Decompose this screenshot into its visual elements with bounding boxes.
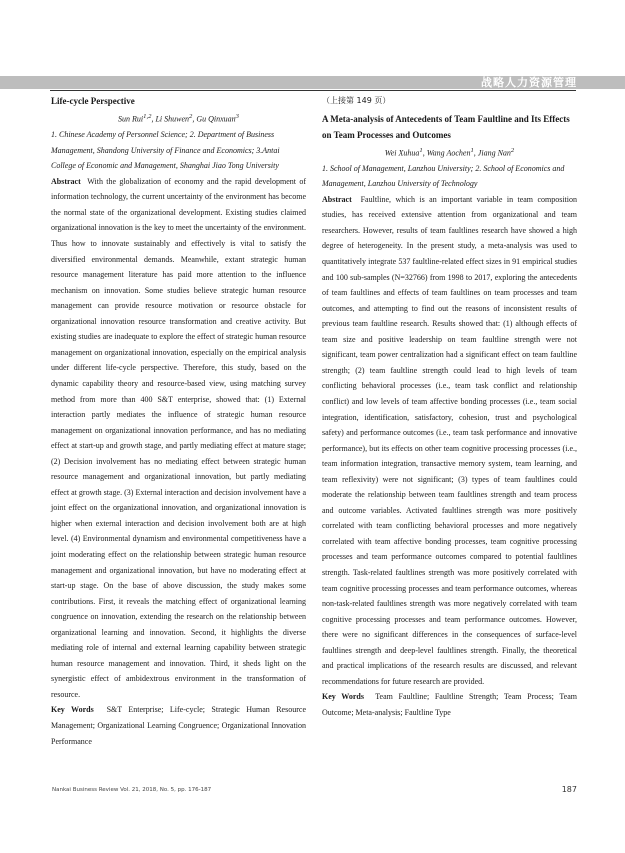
- left-keywords-label: Key Words: [51, 705, 94, 715]
- right-keywords-label: Key Words: [322, 692, 364, 702]
- left-abstract-text: With the globalization of economy and the rapid development of information technology, the current uncertainty of the environment has become the normal state of the organizational development. Existing studies claimed organizational innovation is the key to meet the uncertainty of the environment. Thus how to innovate sustainably and effectively is vital to satisfy the diversified environmental demands. Meanwhile, extant strategic human resource management literature has paid more attention to the influence mechanism on innovation. Some studies believe strategic human resource management can provide resource motivation or resource obstacle for organizational innovation resource transformation and creative activity. But existing studies are inadequate to explore the effect of strategic human resource management on organizational innovation, especially on the empirical analysis under different life-cycle perspective. Therefore, this study, based on the dynamic capability theory and resource-based view, using matching survey method from more than 400 S&T enterprise, showed that: (1) External interaction partly mediates the influence of strategic human resource management on organizational innovation performance, and has no mediating effect at start-up and growth stage, and partly mediating effect at mature stage; (2) Decision involvement has no mediating effect between strategic human resource management and organizational innovation, but partly mediating effect at growth stage. (3) External interaction and decision involvement have a joint effect on the organizational innovation, and organizational innovation is higher when external interaction and decision involvement both are at high level. (4) Environmental dynamism and environmental competitiveness have a joint moderating effect on the relationship between strategic human resource management and organizational innovation, but have no moderating effect at start-up stage. On the base of above discussion, the study makes some contributions. First, it reveals the matching effect of organizational learning congruence on innovation, extending the research on the relationship between organizational learning and innovation. Second, it highlights the diverse mediating role of internal and external learning capability between strategic human resource management and innovation. Third, it sheds light on the synergistic effect of ambidextrous environment in the transformation of resource.: [51, 176, 307, 699]
- left-article-keywords: [51, 702, 306, 749]
- left-article-abstract: [51, 174, 306, 703]
- left-article-title: Life-cycle Perspective: [51, 96, 135, 106]
- right-abstract-label: Abstract: [322, 194, 352, 204]
- right-article-authors: Wei Xuhua$^1$, Wang Aochen$^1$, Jiang Nan$^2$: [384, 146, 515, 158]
- left-article-affiliations: 1. Chinese Academy of Personnel Science; 2. Department of Business Management, Shandong University of Finance and Economics; 3.Antai College of Economic and Management, Shanghai Jiao Tong University: [51, 130, 280, 171]
- page-footer: [52, 786, 577, 796]
- header-rule: [50, 90, 576, 91]
- continued-from-note: （上接第 149 页）: [322, 96, 391, 105]
- right-article: [322, 93, 577, 720]
- left-article-authors: Sun Rui$^{1,2}$, Li Shuwen$^2$, Gu Qinxuan$^3$: [118, 113, 239, 124]
- left-abstract-label: Abstract: [51, 176, 81, 186]
- right-article-title: A Meta-analysis of Antecedents of Team Faultline and Its Effects on Team Processes and Outcomes: [322, 113, 570, 140]
- page-number: 187: [561, 785, 577, 794]
- footer-journal-info: Nankai Business Review Vol. 21, 2018, No. 5, pp. 176-187: [52, 787, 212, 793]
- right-keywords-text: Team Faultline; Faultline Strength; Team Process; Team Outcome; Meta-analysis; Faultline Type: [322, 692, 577, 717]
- left-keywords-text: S&T Enterprise; Life-cycle; Strategic Human Resource Management; Organizational Learning Congruence; Organizational Innovation Performance: [51, 705, 306, 746]
- right-article-affiliations: 1. School of Management, Lanzhou University; 2. School of Economics and Management, Lanzhou University of Technology: [322, 163, 565, 189]
- left-article: [51, 93, 306, 749]
- section-title: 战略人力资源管理: [481, 76, 577, 89]
- right-abstract-text: Faultline, which is an important variable in team composition studies, has received extensive attention from organizational and team researchers. However, results of team faultlines research have showed a high degree of heterogeneity. In the present study, a meta-analysis was used to quantitatively integrate 537 faultline-related effect sizes in 91 empirical studies and 100 sub-samples (N=32766) from 1998 to 2017, exploring the antecedents of team faultlines and effects of team faultlines on team processes and team outcomes, and attempting to find out the reasons of inconsistent results of previous team faultline research. Results showed that: (1) although effects of team size and positive leadership on team faultline strength were not significant, team power centralization had a significant effect on team faultline strength; (2) team faultline strength could lead to high levels of team conflicting behavioral processes (i.e., team task conflict and relationship conflict) and low levels of team affective bonding processes (i.e., team social integration, identification, satisfactory, cohesion, trust and psychological safety) and performance outcomes (i.e., team task performance and innovative performance), but its effects on other team cognitive processing processes (i.e., team information integration, transactive memory system, team learning, and team reflexivity) were not significant; (3) types of team faultlines could moderate the relationship between team faultlines strength and team process and outcome variables. Activated faultlines strength was more positively correlated with team conflicting behavioral processes and more negatively correlated with team affective bonding processes, team cognitive processing processes and team performance outcomes compared to potential faultlines strength. Task-related faultlines strength was more positively correlated with team cognitive processing processes and team performance outcomes, whereas non-task-related faultlines strength was more negatively correlated with team cognitive processing processes and team performance outcomes. However, there were no significant differences in the consequences of surface-level faultlines strength and deep-level faultlines strength. Finally, the theoretical and practical implications of the research results are discussed, and relevant recommendations for future research are provided.: [322, 194, 577, 686]
- right-article-keywords: [322, 689, 577, 720]
- journal-section-header: [0, 76, 625, 89]
- right-article-abstract: [322, 192, 577, 690]
